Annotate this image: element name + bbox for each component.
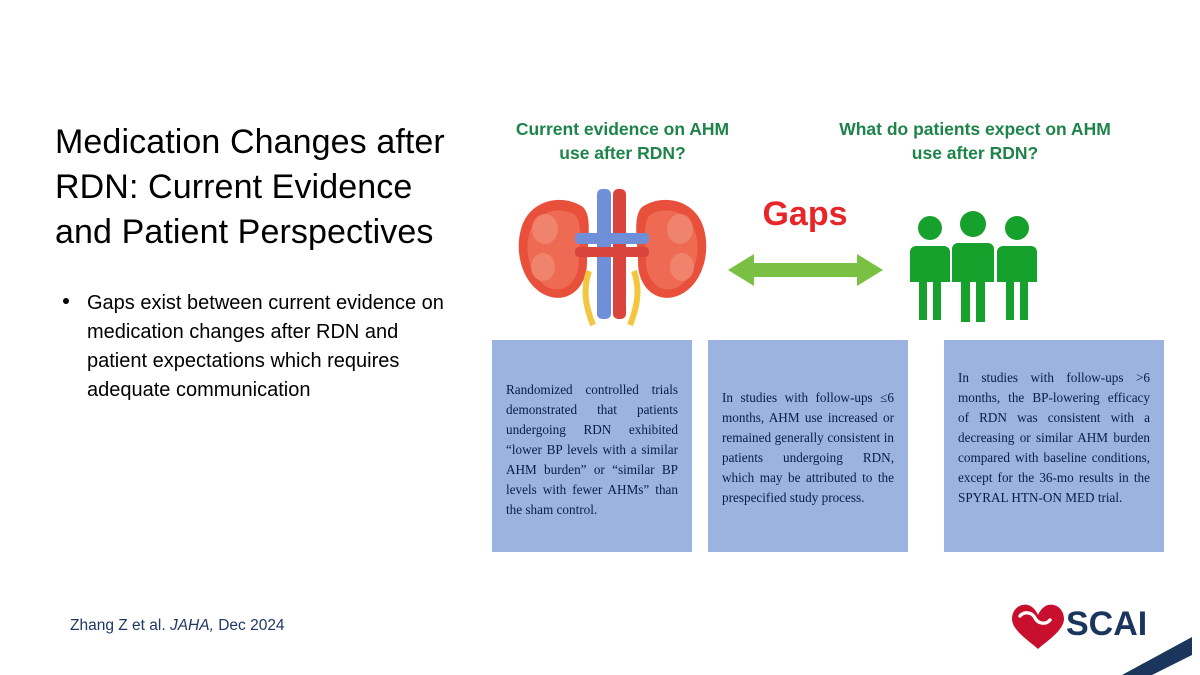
kidneys-icon: [505, 185, 720, 330]
citation-date: Dec 2024: [218, 617, 285, 634]
scai-logo: [1002, 585, 1192, 675]
evidence-box-3: In studies with follow-ups >6 months, the BP-lowering efficacy of RDN was consistent with a decreasing or similar AHM burden compared with baseline conditions, except for the 36-mo results in the SPYRAL HTN-ON MED trial.: [944, 340, 1164, 552]
citation-authors: Zhang Z et al.: [70, 617, 166, 634]
figure-heading-right: What do patients expect on AHM use after RDN?: [839, 119, 1111, 163]
bullet-list: [55, 289, 455, 405]
double-arrow-icon: [728, 250, 883, 290]
page-title: Medication Changes after RDN: Current Evidence and Patient Perspectives: [55, 123, 445, 251]
figure-panel: [480, 100, 1180, 580]
citation: [70, 617, 285, 635]
list-item: [55, 289, 455, 405]
svg-text:SCAI: SCAI: [1066, 605, 1148, 643]
figure-heading-left: Current evidence on AHM use after RDN?: [515, 119, 730, 163]
people-group-icon: [910, 210, 1040, 325]
bullet-dot-icon: [63, 298, 69, 304]
bullet-text: Gaps exist between current evidence on medication changes after RDN and patient expectations which requires adequate communication: [87, 291, 444, 401]
slide-left-column: [55, 120, 455, 421]
gaps-label: Gaps: [762, 195, 848, 233]
evidence-box-1: Randomized controlled trials demonstrated that patients undergoing RDN exhibited “lower BP levels with a similar AHM burden” or “similar BP levels with fewer AHMs” than the sham control.: [492, 340, 692, 552]
citation-journal: JAHA,: [169, 617, 214, 634]
evidence-box-2: In studies with follow-ups ≤6 months, AHM use increased or remained generally consistent in patients undergoing RDN, which may be attributed to the prespecified study process.: [708, 340, 908, 552]
